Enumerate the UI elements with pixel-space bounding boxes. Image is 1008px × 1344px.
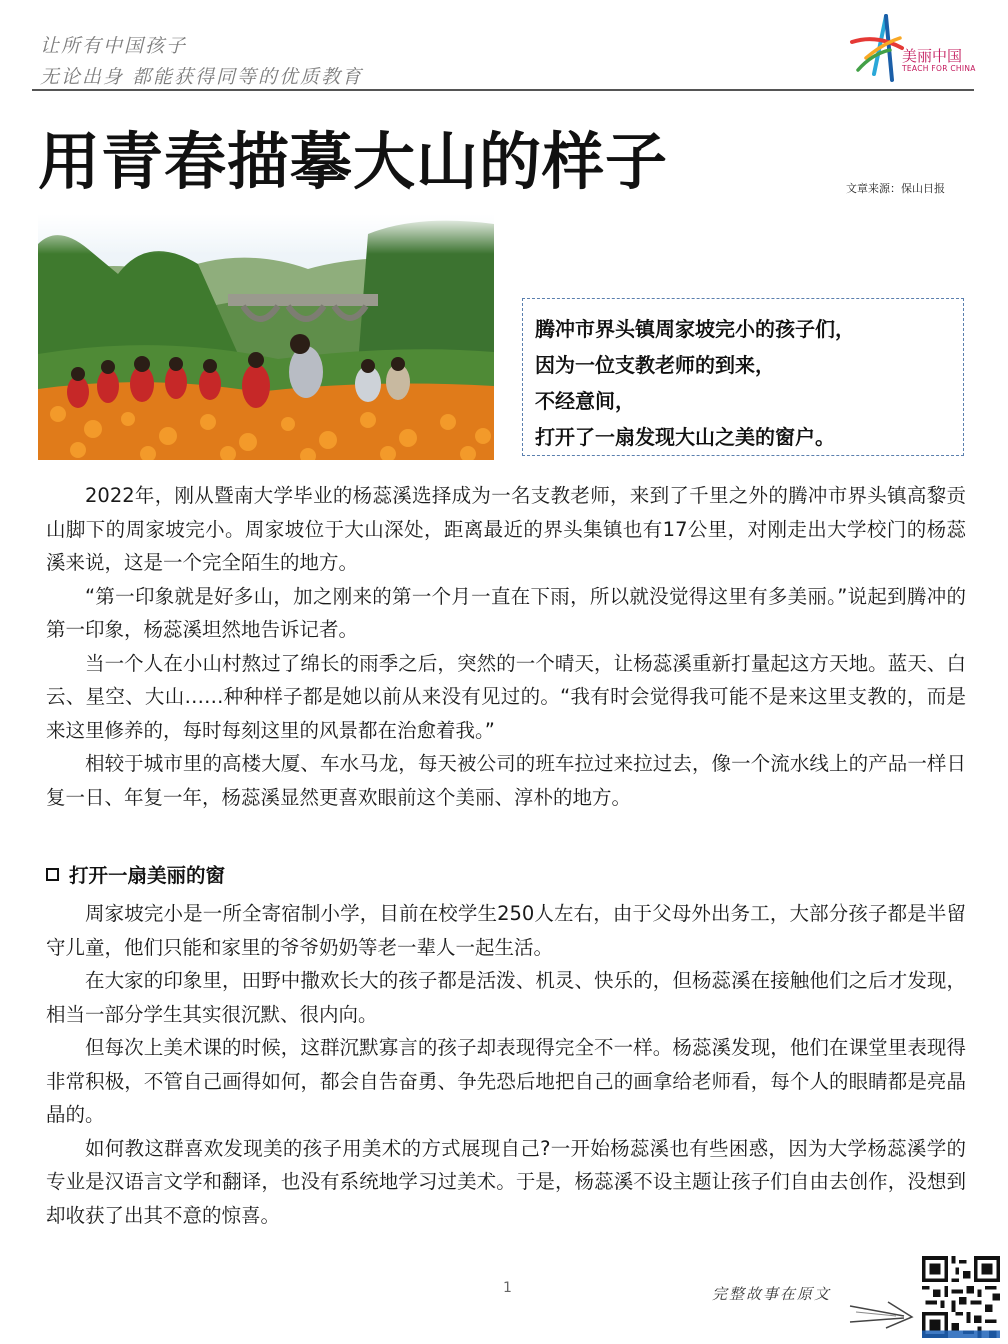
article-body-intro — [46, 479, 966, 814]
intro-quote-box — [522, 298, 964, 456]
intro-quote-line: 腾冲市界头镇周家坡完小的孩子们， — [535, 317, 855, 341]
slogan-line-2: 无论出身 都能获得同等的优质教育 — [40, 66, 364, 88]
arrow-right-icon — [848, 1296, 916, 1330]
square-bullet-icon — [46, 868, 59, 881]
body-paragraph: 如何教这群喜欢发现美的孩子用美术的方式展现自己?一开始杨蕊溪也有些困惑，因为大学杨蕊溪学的专业是汉语言文学和翻译，也没有系统地学习过美术。于是，杨蕊溪不设主题让孩子们自由去创作，没想到却收获了出其不意的惊喜。 — [46, 1136, 966, 1227]
full-story-label: 完整故事在原文 — [712, 1285, 832, 1303]
header-divider — [32, 89, 974, 91]
qr-code-icon[interactable] — [922, 1256, 1000, 1338]
body-paragraph: 但每次上美术课的时候，这群沉默寡言的孩子却表现得完全不一样。杨蕊溪发现，他们在课堂里表现得非常积极，不管自己画得如何，都会自告奋勇、争先恐后地把自己的画拿给老师看，每个人的眼睛都是亮晶晶的。 — [46, 1036, 966, 1126]
body-paragraph: 当一个人在小山村熬过了绵长的雨季之后，突然的一个晴天，让杨蕊溪重新打量起这方天地。蓝天、白云、星空、大山……种种样子都是她以前从来没有见过的。“我有时会觉得我可能不是来这里支教的，而是来这里修养的，每时每刻这里的风景都在治愈着我。” — [46, 651, 966, 742]
body-paragraph: 在大家的印象里，田野中撒欢长大的孩子都是活泼、机灵、快乐的，但杨蕊溪在接触他们之后才发现，相当一部分学生其实很沉默、很内向。 — [46, 969, 966, 1026]
section-heading — [46, 860, 225, 888]
intro-quote-line: 打开了一扇发现大山之美的窗户。 — [535, 425, 835, 449]
section-heading-text: 打开一扇美丽的窗 — [69, 864, 226, 887]
article-title: 用青春描摹大山的样子 — [38, 125, 669, 198]
logo-text: 美丽中国 — [902, 47, 963, 65]
intro-quote-line: 不经意间， — [535, 389, 635, 413]
article-source: 文章来源：保山日报 — [846, 182, 945, 195]
page-number: 1 — [503, 1280, 512, 1296]
article-body-section — [46, 897, 966, 1232]
children-in-flower-field-photo — [38, 214, 494, 460]
intro-quote-line: 因为一位支教老师的到来， — [535, 353, 775, 377]
body-paragraph: 2022年，刚从暨南大学毕业的杨蕊溪选择成为一名支教老师，来到了千里之外的腾冲市界头镇高黎贡山脚下的周家坡完小。周家坡位于大山深处，距离最近的界头集镇也有17公里，对刚走出大学校门的杨蕊溪来说，这是一个完全陌生的地方。 — [46, 484, 966, 574]
body-paragraph: “第一印象就是好多山，加之刚来的第一个月一直在下雨，所以就没觉得这里有多美丽。”说起到腾冲的第一印象，杨蕊溪坦然地告诉记者。 — [46, 584, 966, 641]
logo-subtext: TEACH FOR CHINA — [902, 64, 976, 73]
body-paragraph: 周家坡完小是一所全寄宿制小学，目前在校学生250人左右，由于父母外出务工，大部分孩子都是半留守儿童，他们只能和家里的爷爷奶奶等老一辈人一起生活。 — [46, 902, 966, 959]
body-paragraph: 相较于城市里的高楼大厦、车水马龙，每天被公司的班车拉过来拉过去，像一个流水线上的产品一样日复一日、年复一年，杨蕊溪显然更喜欢眼前这个美丽、淳朴的地方。 — [46, 752, 966, 809]
slogan-line-1: 让所有中国孩子 — [40, 35, 188, 57]
